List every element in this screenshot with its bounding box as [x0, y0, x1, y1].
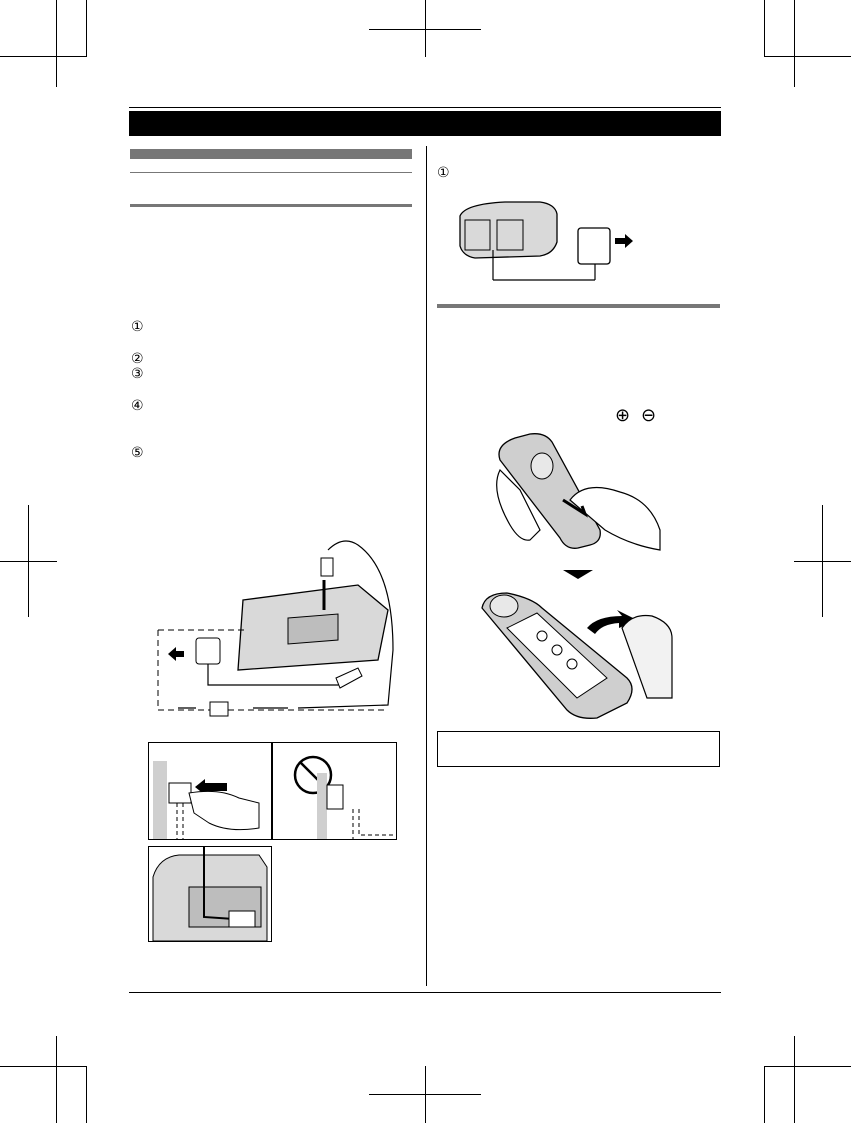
section-rule-left-thin	[130, 172, 412, 173]
step-3-left: ③	[131, 366, 144, 382]
plus-symbol: ⊕	[615, 405, 631, 426]
column-divider	[426, 146, 427, 986]
base-unit-wiring-illustration	[148, 530, 398, 735]
step-1-right: ①	[437, 165, 450, 181]
down-arrow-icon	[563, 570, 593, 580]
subsection-bar-left	[130, 204, 412, 207]
note-box	[437, 731, 720, 767]
step-2-left: ②	[131, 351, 144, 367]
base-unit-adaptor-illustration	[445, 196, 645, 292]
step-1-left: ①	[131, 319, 144, 335]
step-5-left: ⑤	[131, 445, 144, 461]
cord-routing-panel	[148, 846, 272, 942]
section-bar-left	[130, 149, 412, 159]
handset-cover-removal-illustration	[490, 430, 665, 565]
battery-insertion-illustration	[477, 588, 682, 720]
header-rule	[129, 107, 721, 108]
footer-rule	[129, 992, 721, 993]
minus-symbol: ⊖	[641, 405, 657, 426]
plug-correct-panel	[148, 742, 272, 840]
step-4-left: ④	[131, 398, 144, 414]
header-bar	[129, 111, 721, 136]
plug-incorrect-panel	[272, 742, 397, 840]
section-bar-right	[437, 304, 720, 308]
